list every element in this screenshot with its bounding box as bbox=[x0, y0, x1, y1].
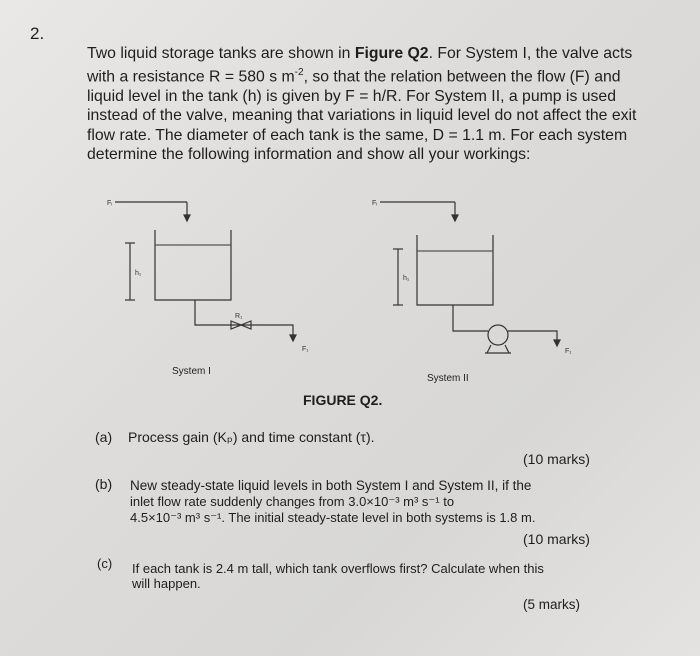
valve-label: R₁ bbox=[235, 313, 243, 320]
intro-text-2: . For System I, the valve acts with a resistance R = 580 s m bbox=[87, 45, 633, 86]
part-c-text-2: will happen. bbox=[132, 576, 201, 591]
part-c-text-1: If each tank is 2.4 m tall, which tank overflows first? Calculate when this bbox=[132, 561, 544, 576]
part-b-text-2: inlet flow rate suddenly changes from 3.0×10⁻³ m³ s⁻¹ to bbox=[130, 494, 455, 509]
question-intro bbox=[87, 44, 647, 165]
part-a-letter: (a) bbox=[95, 429, 113, 445]
system2-outlet-pipe bbox=[453, 305, 488, 331]
part-c-letter: (c) bbox=[97, 556, 113, 571]
system2-inflow-arrow bbox=[452, 215, 458, 221]
system2-outflow-label: F₁ bbox=[565, 348, 572, 355]
part-b-text-3: 4.5×10⁻³ m³ s⁻¹. The initial steady-state level in both systems is 1.8 m. bbox=[130, 510, 536, 525]
system2-tank bbox=[417, 235, 493, 305]
system1-inflow-label: Fᵢ bbox=[107, 200, 113, 207]
figure-reference: Figure Q2 bbox=[354, 45, 429, 62]
figure-caption: FIGURE Q2. bbox=[303, 392, 383, 408]
intro-text-1: Two liquid storage tanks are shown in bbox=[87, 45, 355, 62]
system1-inflow-arrow bbox=[184, 215, 190, 221]
part-c-marks: (5 marks) bbox=[523, 597, 580, 612]
system1-label: System I bbox=[172, 366, 211, 377]
system2-label: System II bbox=[427, 373, 469, 384]
system1-height-label: h₁ bbox=[135, 270, 142, 277]
part-b-text-1: New steady-state liquid levels in both System I and System II, if the bbox=[130, 478, 532, 493]
intro-text-3: , so that the relation between the flow (F) and liquid level in the tank (h) is given by F = h/R. For System II, a pump is used instead of the valve, meaning that variations in liquid level do not affect the exit flow rate. The diameter of each tank is the same, D = 1.1 m. For each system determine the following information and show all your workings: bbox=[87, 68, 637, 164]
system2-height-label: h₁ bbox=[403, 275, 410, 282]
system1-outflow-label: F₁ bbox=[302, 346, 309, 353]
part-b-marks: (10 marks) bbox=[523, 531, 590, 547]
figure-q2-diagram bbox=[95, 185, 615, 400]
system1-outlet-pipe bbox=[195, 300, 293, 335]
pump-icon bbox=[488, 325, 508, 345]
intro-exponent: -2 bbox=[294, 67, 304, 79]
question-number: 2. bbox=[30, 24, 45, 43]
system2-inflow-label: Fᵢ bbox=[372, 200, 378, 207]
part-a-text: Process gain (Kₚ) and time constant (τ). bbox=[128, 429, 375, 445]
part-b-letter: (b) bbox=[95, 476, 113, 492]
part-a-marks: (10 marks) bbox=[523, 451, 590, 467]
system1-tank bbox=[155, 230, 231, 300]
